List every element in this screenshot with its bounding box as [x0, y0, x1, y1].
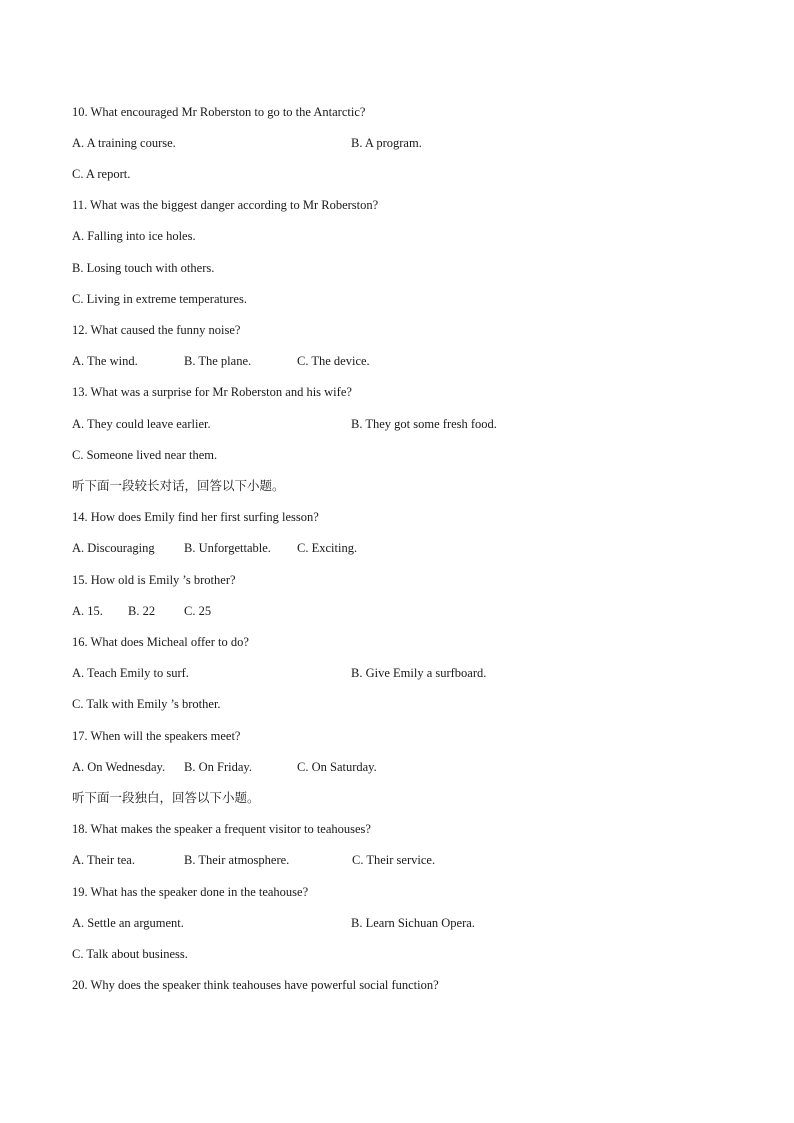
question-19-option-b: B. Learn Sichuan Opera. — [351, 916, 475, 930]
question-18-option-a: A. Their tea. — [72, 853, 135, 867]
question-13-option-a: A. They could leave earlier. — [72, 417, 211, 431]
question-10-option-c: C. A report. — [72, 167, 131, 181]
question-10-stem: 10. What encouraged Mr Roberston to go to the Antarctic? — [72, 105, 366, 119]
question-14-option-a: A. Discouraging — [72, 541, 155, 555]
question-20-stem: 20. Why does the speaker think teahouses have powerful social function? — [72, 978, 439, 992]
question-12-option-c: C. The device. — [297, 354, 370, 368]
question-17-option-b: B. On Friday. — [184, 760, 252, 774]
question-10-option-a: A. A training course. — [72, 136, 176, 150]
question-11-option-b: B. Losing touch with others. — [72, 261, 215, 275]
question-17-option-c: C. On Saturday. — [297, 760, 377, 774]
question-11-stem: 11. What was the biggest danger according to Mr Roberston? — [72, 198, 379, 212]
question-15-stem: 15. How old is Emily ’s brother? — [72, 573, 236, 587]
question-10-option-b: B. A program. — [351, 136, 422, 150]
question-15-option-c: C. 25 — [184, 604, 212, 618]
question-19-option-c: C. Talk about business. — [72, 947, 188, 961]
question-13-option-c: C. Someone lived near them. — [72, 448, 218, 462]
question-19-option-a: A. Settle an argument. — [72, 916, 184, 930]
section-heading-monologue: 听下面一段独白，回答以下小题。 — [72, 790, 260, 805]
question-14-option-b: B. Unforgettable. — [184, 541, 271, 555]
question-12-option-a: A. The wind. — [72, 354, 138, 368]
question-16-option-b: B. Give Emily a surfboard. — [351, 666, 487, 680]
question-18-stem: 18. What makes the speaker a frequent visitor to teahouses? — [72, 822, 371, 836]
question-15-option-a: A. 15. — [72, 604, 103, 618]
question-11-option-a: A. Falling into ice holes. — [72, 229, 196, 243]
question-13-option-b: B. They got some fresh food. — [351, 417, 497, 431]
question-18-option-b: B. Their atmosphere. — [184, 853, 290, 867]
question-15-option-b: B. 22 — [128, 604, 156, 618]
question-12-stem: 12. What caused the funny noise? — [72, 323, 241, 337]
question-14-stem: 14. How does Emily find her first surfing lesson? — [72, 510, 319, 524]
question-14-option-c: C. Exciting. — [297, 541, 358, 555]
question-17-option-a: A. On Wednesday. — [72, 760, 166, 774]
question-11-option-c: C. Living in extreme temperatures. — [72, 292, 247, 306]
question-16-option-a: A. Teach Emily to surf. — [72, 666, 189, 680]
section-heading-dialogue: 听下面一段较长对话，回答以下小题。 — [72, 478, 285, 493]
question-16-option-c: C. Talk with Emily ’s brother. — [72, 697, 221, 711]
question-16-stem: 16. What does Micheal offer to do? — [72, 635, 249, 649]
question-12-option-b: B. The plane. — [184, 354, 252, 368]
question-18-option-c: C. Their service. — [352, 853, 436, 867]
question-19-stem: 19. What has the speaker done in the teahouse? — [72, 885, 309, 899]
question-13-stem: 13. What was a surprise for Mr Roberston and his wife? — [72, 385, 352, 399]
question-17-stem: 17. When will the speakers meet? — [72, 729, 241, 743]
